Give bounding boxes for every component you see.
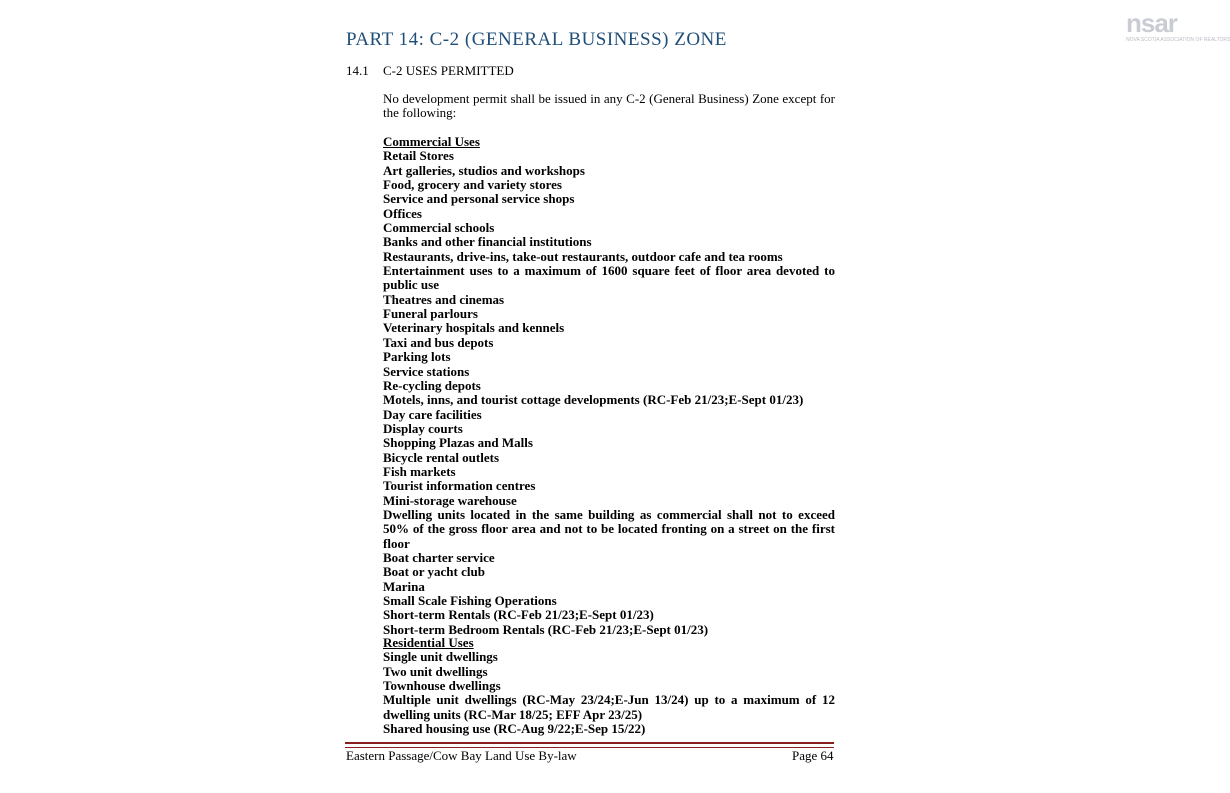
list-item: Entertainment uses to a maximum of 1600 square feet of floor area devoted to public use <box>383 263 835 293</box>
list-item: Veterinary hospitals and kennels <box>383 320 565 336</box>
list-item: Retail Stores <box>383 148 454 164</box>
logo-subtext: NOVA SCOTIA ASSOCIATION OF REALTORS <box>1126 37 1230 43</box>
list-item: Tourist information centres <box>383 478 536 494</box>
list-item: Commercial schools <box>383 220 495 236</box>
list-item: Motels, inns, and tourist cottage developments (RC-Feb 21/23;E-Sept 01/23) <box>383 392 804 408</box>
page-number: Page 64 <box>792 748 834 763</box>
logo-text: nsar <box>1126 8 1177 38</box>
list-item: Short-term Bedroom Rentals (RC-Feb 21/23;E-Sept 01/23) <box>383 621 709 637</box>
list-item: Restaurants, drive-ins, take-out restaurants, outdoor cafe and tea rooms <box>383 248 783 264</box>
list-item: Small Scale Fishing Operations <box>383 593 557 608</box>
commercial-uses-heading: Commercial Uses <box>383 134 480 149</box>
list-item: Funeral parlours <box>383 306 478 322</box>
residential-uses-heading: Residential Uses <box>383 635 474 650</box>
list-item: Service stations <box>383 363 470 379</box>
commercial-uses-list <box>383 135 835 637</box>
footer-document-title: Eastern Passage/Cow Bay Land Use By-law <box>346 748 577 763</box>
part-title: PART 14: C-2 (GENERAL BUSINESS) ZONE <box>346 29 727 50</box>
section-number: 14.1 <box>346 63 369 78</box>
list-item: Art galleries, studios and workshops <box>383 162 585 178</box>
residential-uses-list <box>383 636 835 736</box>
list-item: Theatres and cinemas <box>383 291 505 307</box>
list-item: Single unit dwellings <box>383 649 498 665</box>
list-item: Fish markets <box>383 463 456 479</box>
list-item: Bicycle rental outlets <box>383 449 500 465</box>
list-item: Mini-storage warehouse <box>383 492 517 508</box>
list-item: Re-cycling depots <box>383 377 481 393</box>
list-item: Dwelling units located in the same building as commercial shall not to exceed 50% of the gross floor area and not to be located fronting on a street on the first floor <box>383 506 835 551</box>
list-item: Banks and other financial institutions <box>383 234 592 250</box>
list-item: Taxi and bus depots <box>383 334 494 350</box>
list-item: Boat charter service <box>383 549 495 565</box>
list-item: Marina <box>383 578 425 594</box>
section-title: C-2 USES PERMITTED <box>383 63 514 78</box>
list-item: Display courts <box>383 420 463 436</box>
list-item: Shared housing use (RC-Aug 9/22;E-Sep 15/22) <box>383 721 646 737</box>
nsar-logo <box>1126 8 1230 44</box>
list-item: Day care facilities <box>383 406 482 422</box>
list-item: Shopping Plazas and Malls <box>383 435 533 451</box>
list-item: Two unit dwellings <box>383 663 488 679</box>
list-item: Food, grocery and variety stores <box>383 177 562 193</box>
section-intro: No development permit shall be issued in any C-2 (General Business) Zone except for the following: <box>383 91 835 121</box>
list-item: Service and personal service shops <box>383 191 575 207</box>
list-item: Parking lots <box>383 349 451 365</box>
list-item: Multiple unit dwellings (RC-May 23/24;E-Jun 13/24) up to a maximum of 12 dwelling units (RC-Mar 18/25; EFF Apr 23/25) <box>383 692 835 722</box>
list-item: Short-term Rentals (RC-Feb 21/23;E-Sept 01/23) <box>383 607 654 623</box>
list-item: Boat or yacht club <box>383 564 485 580</box>
list-item: Townhouse dwellings <box>383 678 501 694</box>
list-item: Offices <box>383 205 422 221</box>
